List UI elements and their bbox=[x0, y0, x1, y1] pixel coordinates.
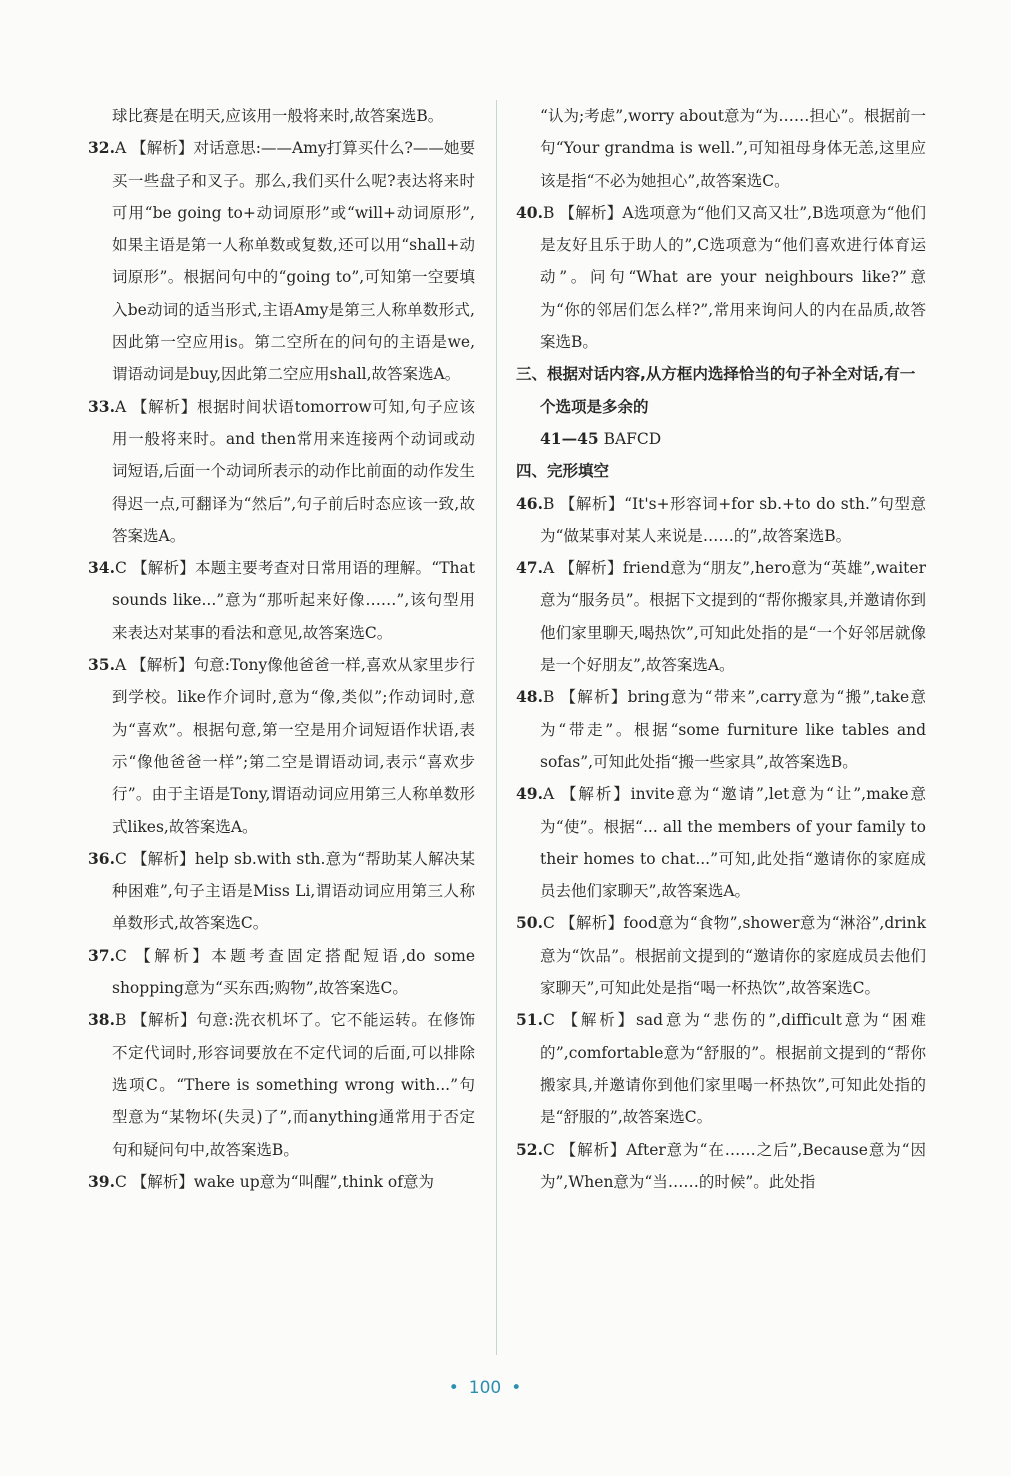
explanation-text: C 【解析】wake up意为“叫醒”,think of意为 bbox=[114, 1172, 434, 1191]
answer-entry bbox=[88, 132, 475, 390]
answer-entry bbox=[516, 681, 926, 778]
answer-entry bbox=[516, 552, 926, 681]
explanation-text: B 【解析】bring意为“带来”,carry意为“搬”,take意为“带走”。根据“some furniture like tables and sofas”,可知此处指“搬一些家具”,故答案选B。 bbox=[540, 688, 926, 771]
explanation-text: A 【解析】friend意为“朋友”,hero意为“英雄”,waiter意为“服务员”。根据下文提到的“帮你搬家具,并邀请你到他们家里聊天,喝热饮”,可知此处指的是“一个好邻居就像是一个好朋友”,故答案选A。 bbox=[540, 559, 926, 675]
answer-entry bbox=[88, 552, 475, 649]
page-footer bbox=[0, 1378, 970, 1398]
answer-entry bbox=[516, 1134, 926, 1199]
answer-entry bbox=[516, 907, 926, 1004]
question-number: 35. bbox=[88, 655, 115, 675]
explanation-text: A 【解析】invite意为“邀请”,let意为“让”,make意为“使”。根据“... all the members of your family to their homes to chat...”可知,此处指“邀请你的家庭成员去他们家聊天”,故答案选A。 bbox=[540, 785, 926, 901]
question-number: 50. bbox=[516, 913, 543, 933]
section-heading: 四、完形填空 bbox=[516, 462, 610, 481]
answer-entry bbox=[88, 649, 475, 843]
answer-entry bbox=[516, 778, 926, 907]
question-range: 41—45 bbox=[540, 428, 599, 448]
left-column bbox=[88, 100, 475, 1198]
answer-entry-continued bbox=[516, 100, 926, 197]
answer-entry bbox=[516, 1004, 926, 1133]
question-number: 40. bbox=[516, 202, 543, 222]
question-number: 38. bbox=[88, 1010, 115, 1030]
page-number: 100 bbox=[468, 1378, 502, 1398]
question-number: 47. bbox=[516, 558, 543, 578]
explanation-text: C 【解析】本题主要考查对日常用语的理解。“That sounds like...”意为“那听起来好像……”,该句型用来表达对某事的看法和意见,故答案选C。 bbox=[112, 559, 475, 642]
question-number: 34. bbox=[88, 558, 115, 578]
answer-entry bbox=[88, 1166, 475, 1198]
question-number: 49. bbox=[516, 784, 543, 804]
question-number: 37. bbox=[88, 945, 115, 965]
explanation-text: C 【解析】sad意为“悲伤的”,difficult意为“困难的”,comfortable意为“舒服的”。根据前文提到的“帮你搬家具,并邀请你到他们家里喝一杯热饮”,可知此处指的是“舒服的”,故答案选C。 bbox=[540, 1011, 926, 1127]
explanation-text: C 【解析】help sb.with sth.意为“帮助某人解决某种困难”,句子主语是Miss Li,谓语动词应用第三人称单数形式,故答案选C。 bbox=[112, 849, 475, 933]
explanation-text: C 【解析】food意为“食物”,shower意为“淋浴”,drink意为“饮品”。根据前文提到的“邀请你的家庭成员去他们家聊天”,可知此处是指“喝一杯热饮”,故答案选C。 bbox=[540, 914, 926, 998]
bullet-dot-icon: • bbox=[448, 1378, 459, 1398]
answer-entry bbox=[516, 197, 926, 358]
explanation-text: C 【解析】本题考查固定搭配短语,do some shopping意为“买东西;购物”,故答案选C。 bbox=[112, 946, 475, 998]
question-number: 48. bbox=[516, 687, 543, 707]
question-number: 51. bbox=[516, 1010, 543, 1030]
column-divider bbox=[496, 100, 497, 1355]
explanation-text: C 【解析】After意为“在……之后”,Because意为“因为”,When意为“当……的时候”。此处指 bbox=[540, 1140, 926, 1191]
explanation-text: B 【解析】句意:洗衣机坏了。它不能运转。在修饰不定代词时,形容词要放在不定代词的后面,可以排除选项C。“There is something wrong with...”句型意为“某物坏(失灵)了”,而anything通常用于否定句和疑问句中,故答案选B。 bbox=[112, 1011, 475, 1159]
answer-letters: BAFCD bbox=[598, 429, 662, 448]
answer-entry bbox=[88, 1004, 475, 1165]
explanation-text: B 【解析】“It's+形容词+for sb.+to do sth.”句型意为“做某事对某人来说是……的”,故答案选B。 bbox=[540, 494, 926, 545]
answer-entry bbox=[88, 391, 475, 552]
answer-entry bbox=[88, 940, 475, 1005]
answer-key-line bbox=[516, 423, 926, 455]
right-column bbox=[516, 100, 926, 1198]
answer-entry bbox=[88, 843, 475, 940]
question-number: 39. bbox=[88, 1171, 115, 1191]
explanation-text: “认为;考虑”,worry about意为“为……担心”。根据前一句“Your grandma is well.”,可知祖母身体无恙,这里应该是指“不必为她担心”,故答案选C。 bbox=[540, 107, 926, 190]
explanation-text: B 【解析】A选项意为“他们又高又壮”,B选项意为“他们是友好且乐于助人的”,C选项意为“他们喜欢进行体育运动”。问句“What are your neighbours like?”意为“你的邻居们怎么样?”,常用来询问人的内在品质,故答案选B。 bbox=[540, 203, 926, 352]
section-heading: 三、根据对话内容,从方框内选择恰当的句子补全对话,有一个选项是多余的 bbox=[516, 365, 916, 416]
question-number: 33. bbox=[88, 396, 115, 416]
bullet-dot-icon: • bbox=[511, 1378, 522, 1398]
answer-entry-continued bbox=[88, 100, 475, 132]
question-number: 36. bbox=[88, 848, 115, 868]
question-number: 52. bbox=[516, 1139, 543, 1159]
question-number: 46. bbox=[516, 493, 543, 513]
explanation-text: A 【解析】对话意思:——Amy打算买什么?——她要买一些盘子和叉子。那么,我们买什么呢?表达将来时可用“be going to+动词原形”或“will+动词原形”,如果主语是第一人称单数或复数,还可以用“shall+动词原形”。根据问句中的“going to”,可知第一空要填入be动词的适当形式,主语Amy是第三人称单数形式,因此第一空应用is。第二空所在的问句的主语是we,谓语动词是buy,因此第二空应用shall,故答案选A。 bbox=[112, 139, 475, 384]
explanation-text: 球比赛是在明天,应该用一般将来时,故答案选B。 bbox=[112, 107, 444, 125]
explanation-text: A 【解析】根据时间状语tomorrow可知,句子应该用一般将来时。and then常用来连接两个动词或动词短语,后面一个动词所表示的动作比前面的动作发生得迟一点,可翻译为“然后”,句子前后时态应该一致,故答案选A。 bbox=[112, 397, 475, 545]
explanation-text: A 【解析】句意:Tony像他爸爸一样,喜欢从家里步行到学校。like作介词时,意为“像,类似”;作动词时,意为“喜欢”。根据句意,第一空是用介词短语作状语,表示“像他爸爸一样”;第二空是谓语动词,表示“喜欢步行”。由于主语是Tony,谓语动词应用第三人称单数形式likes,故答案选A。 bbox=[112, 656, 475, 836]
question-number: 32. bbox=[88, 138, 115, 158]
answer-entry bbox=[516, 488, 926, 553]
